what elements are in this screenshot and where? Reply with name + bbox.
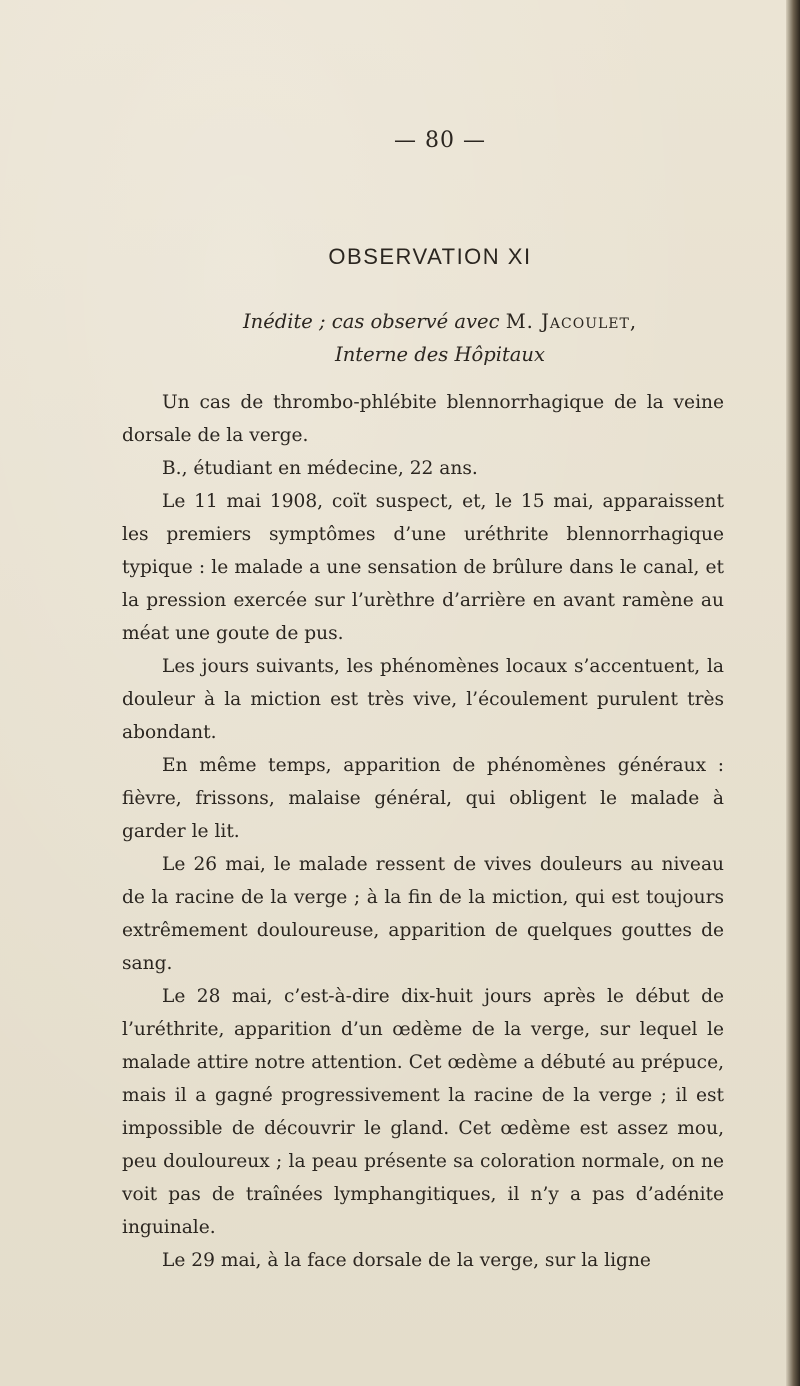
paragraph-1: Un cas de thrombo-phlébite blennorrhagique de la veine dorsale de la verge. [122,392,724,446]
paragraph-5: En même temps, apparition de phénomènes généraux : fièvre, frissons, malaise général, qui obligent le malade à garder le lit. [122,755,724,842]
page-number: — 80 — [394,128,486,153]
source-line-2: Interne des Hôpitaux [335,343,545,366]
body-text [122,386,724,1277]
paragraph-4: Les jours suivants, les phénomènes locaux s’accentuent, la douleur à la miction est très vive, l’écoulement purulent très abondant. [122,656,724,743]
observation-title: OBSERVATION XI [328,244,532,269]
paragraph-8: Le 29 mai, à la face dorsale de la verge, sur la ligne [162,1250,651,1271]
paragraph-7: Le 28 mai, c’est-à-dire dix-huit jours après le début de l’uréthrite, apparition d’un œdème de la verge, sur lequel le malade attire notre attention. Cet œdème a débuté au prépuce, mais il a gagné progressivement la racine de la verge ; il est impossible de découvrir le gland. Cet œdème est assez mou, peu douloureux ; la peau présente sa coloration normale, on ne voit pas de traînées lymphangitiques, il n’y a pas d’adénite inguinale. [122,986,724,1238]
source-line-1 [0,310,800,333]
source-prefix: Inédite ; cas observé avec [242,310,500,333]
paragraph-2: B., étudiant en médecine, 22 ans. [162,458,478,479]
source-author-name: M. Jacoulet, [505,310,638,333]
paragraph-3: Le 11 mai 1908, coït suspect, et, le 15 mai, apparaissent les premiers symptômes d’une uréthrite blennorrhagique typique : le malade a une sensation de brûlure dans le canal, et la pression exercée sur l’urèthre d’arrière en avant ramène au méat une goute de pus. [122,491,724,644]
paragraph-6: Le 26 mai, le malade ressent de vives douleurs au niveau de la racine de la verge ; à la fin de la miction, qui est toujours extrêmement douloureuse, apparition de quelques gouttes de sang. [122,854,724,974]
book-spine-shadow [786,0,800,1386]
